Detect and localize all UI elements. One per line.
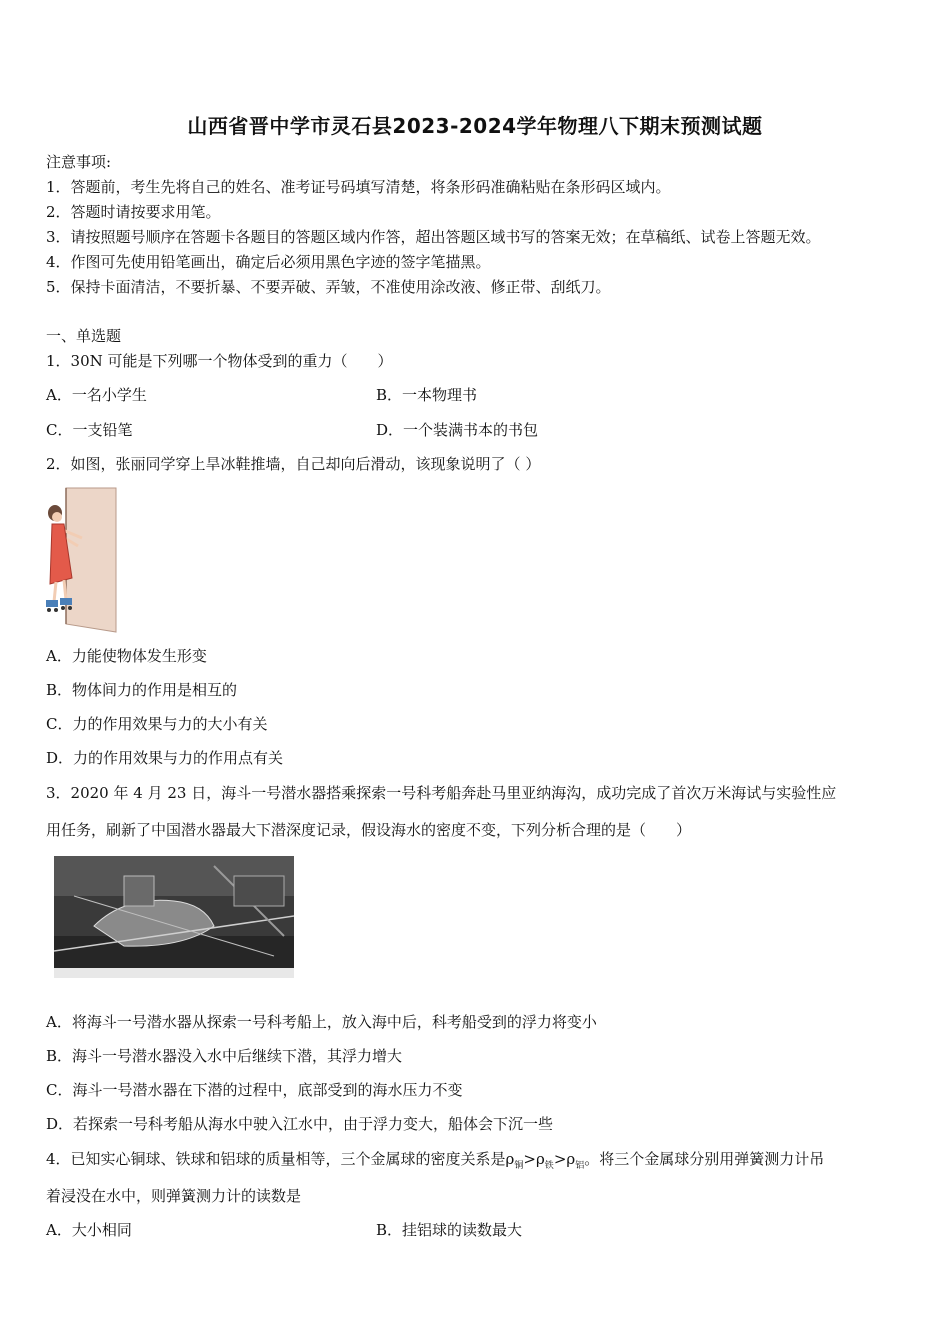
q3-option-d: D．若探索一号科考船从海水中驶入江水中，由于浮力变大，船体会下沉一些: [46, 1115, 554, 1133]
subscript-aluminum: 铝: [575, 1161, 585, 1171]
notice-item-5: 5．保持卡面清洁，不要折暴、不要弄破、弄皱，不准使用涂改液、修正带、刮纸刀。: [46, 278, 611, 296]
q3-stem-line2: 用任务，刷新了中国潜水器最大下潜深度记录，假设海水的密度不变，下列分析合理的是（ ）: [46, 821, 692, 839]
q3-figure-submersible-photo: [54, 856, 294, 978]
q2-stem: 2．如图，张丽同学穿上旱冰鞋推墙，自己却向后滑动，该现象说明了（ ）: [46, 455, 541, 473]
q1-option-a: A．一名小学生: [46, 386, 147, 404]
page-title: 山西省晋中学市灵石县2023-2024学年物理八下期末预测试题: [187, 114, 763, 138]
q3-stem-line1: 3．2020 年 4 月 23 日，海斗一号潜水器搭乘探索一号科考船奔赴马里亚纳海沟，成功完成了首次万米海试与实验性应: [46, 784, 837, 802]
section-heading: 一、单选题: [46, 327, 122, 345]
subscript-iron: 铁: [544, 1161, 554, 1171]
q1-stem: 1．30N 可能是下列哪一个物体受到的重力（ ）: [46, 352, 393, 370]
notice-item-2: 2．答题时请按要求用笔。: [46, 203, 221, 221]
q2-option-b: B．物体间力的作用是相互的: [46, 681, 238, 699]
q1-option-b: B．一本物理书: [376, 386, 478, 404]
q1-option-d: D．一个装满书本的书包: [376, 421, 539, 439]
q4-option-b: B．挂铝球的读数最大: [376, 1221, 523, 1239]
q4-stem-post: 。将三个金属球分别用弹簧测力计吊: [584, 1150, 825, 1168]
notice-item-3: 3．请按照题号顺序在答题卡各题目的答题区域内作答，超出答题区域书写的答案无效；在草稿纸、试卷上答题无效。: [46, 228, 821, 246]
q4-stem-line2: 着浸没在水中，则弹簧测力计的读数是: [46, 1187, 302, 1205]
q4-option-a: A．大小相同: [46, 1221, 132, 1239]
q2-option-a: A．力能使物体发生形变: [46, 647, 207, 665]
notice-item-1: 1．答题前，考生先将自己的姓名、准考证号码填写清楚，将条形码准确粘贴在条形码区域内。: [46, 178, 671, 196]
q4-stem-line1: 4．已知实心铜球、铁球和铝球的质量相等，三个金属球的密度关系是$\rho_铜>\rho_铁>\rho_铝$。将三个金属球分别用弹簧测力计吊: [46, 1150, 825, 1171]
q2-option-c: C．力的作用效果与力的大小有关: [46, 715, 268, 733]
q2-option-d: D．力的作用效果与力的作用点有关: [46, 749, 284, 767]
q3-option-c: C．海斗一号潜水器在下潜的过程中，底部受到的海水压力不变: [46, 1081, 463, 1099]
q3-option-b: B．海斗一号潜水器没入水中后继续下潜，其浮力增大: [46, 1047, 403, 1065]
wall-shape: [66, 488, 116, 632]
notice-item-4: 4．作图可先使用铅笔画出，确定后必须用黑色字迹的签字笔描黑。: [46, 253, 491, 271]
subscript-copper: 铜: [514, 1161, 524, 1171]
q2-figure-girl-pushing-wall: [44, 486, 122, 634]
q3-option-a: A．将海斗一号潜水器从探索一号科考船上，放入海中后，科考船受到的浮力将变小: [46, 1013, 597, 1031]
q4-stem-pre: 4．已知实心铜球、铁球和铝球的质量相等，三个金属球的密度关系是: [46, 1150, 506, 1168]
q1-option-c: C．一支铅笔: [46, 421, 133, 439]
notice-heading: 注意事项:: [46, 153, 112, 171]
